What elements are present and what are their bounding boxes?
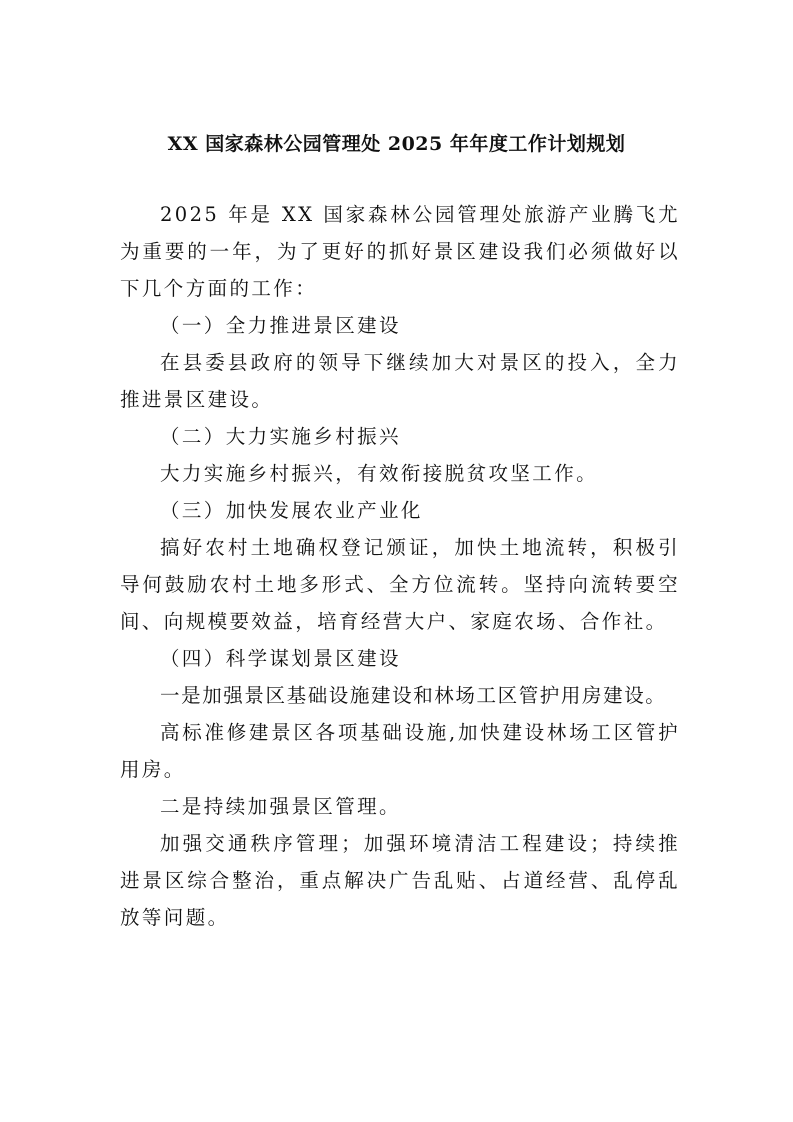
section-paragraph-4d: 加强交通秩序管理；加强环境清洁工程建设；持续推进景区综合整治，重点解决广告乱贴、占道经营、乱停乱放等问题。 xyxy=(120,832,680,929)
section-paragraph-4b: 高标准修建景区各项基础设施,加快建设林场工区管护用房。 xyxy=(120,721,680,781)
section-heading-4: （四）科学谋划景区建设 xyxy=(160,647,401,670)
intro-paragraph: 2025 年是 XX 国家森林公园管理处旅游产业腾飞尤为重要的一年，为了更好的抓好景区建设我们必须做好以下几个方面的工作： xyxy=(120,203,680,300)
document-title: XX 国家森林公园管理处 2025 年年度工作计划规划 xyxy=(167,133,626,155)
section-paragraph-2: 大力实施乡村振兴，有效衔接脱贫攻坚工作。 xyxy=(160,462,599,485)
document-body xyxy=(120,196,680,936)
section-paragraph-1: 在县委县政府的领导下继续加大对景区的投入，全力推进景区建设。 xyxy=(120,351,680,411)
section-paragraph-4a: 一是加强景区基础设施建设和林场工区管护用房建设。 xyxy=(160,684,667,707)
section-paragraph-4c: 二是持续加强景区管理。 xyxy=(160,795,401,818)
section-heading-2: （二）大力实施乡村振兴 xyxy=(160,425,401,448)
section-heading-1: （一）全力推进景区建设 xyxy=(160,314,401,337)
section-paragraph-3: 搞好农村土地确权登记颁证，加快土地流转，积极引导何鼓励农村土地多形式、全方位流转。坚持向流转要空间、向规模要效益，培育经营大户、家庭农场、合作社。 xyxy=(120,536,680,633)
section-heading-3: （三）加快发展农业产业化 xyxy=(160,499,423,522)
